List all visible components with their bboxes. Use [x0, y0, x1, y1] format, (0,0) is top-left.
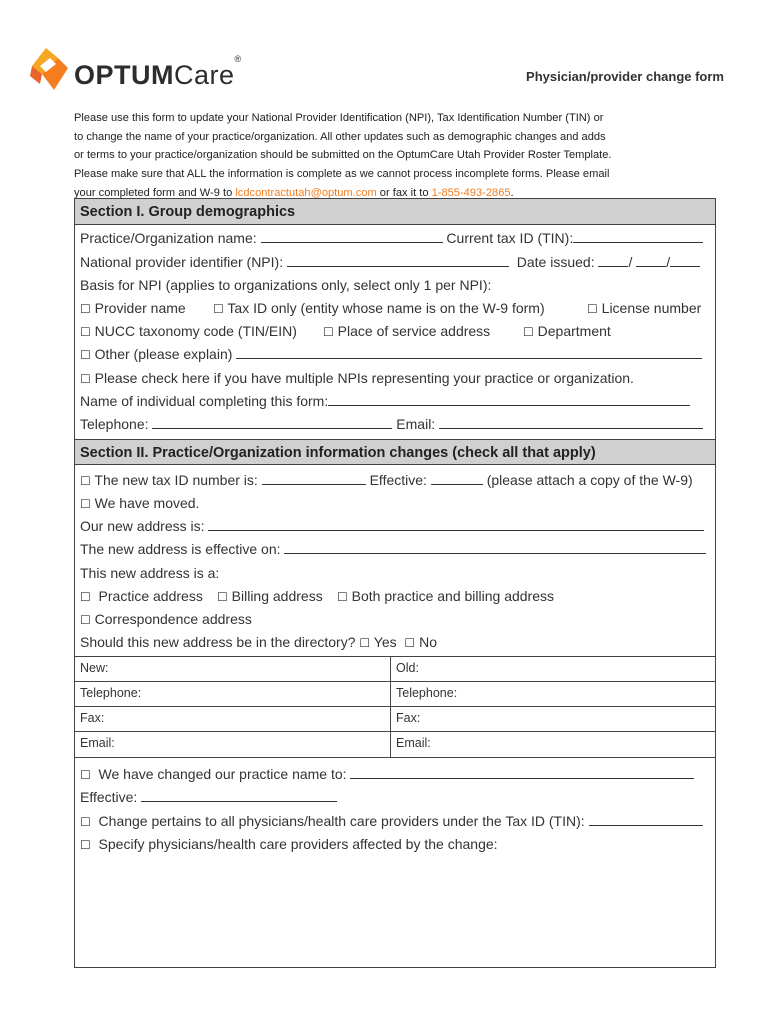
form-box — [74, 198, 716, 968]
intro-line: Please use this form to update your National Provider Identification (NPI), Tax Identification Number (TIN) or — [74, 112, 604, 124]
moved-row: ☐ We have moved. — [80, 495, 200, 511]
current-tin-field[interactable] — [573, 230, 703, 243]
pertains-all-checkbox[interactable]: ☐ — [80, 815, 91, 829]
table-divider — [75, 757, 715, 758]
name-changed-checkbox[interactable]: ☐ — [80, 768, 91, 782]
multiple-npi-checkbox[interactable]: ☐ — [80, 372, 91, 386]
nucc-checkbox[interactable]: ☐ — [80, 325, 91, 339]
tax-id-checkbox[interactable]: ☐ — [213, 302, 224, 316]
form-title: Physician/provider change form — [526, 69, 724, 84]
other-explain-field[interactable] — [236, 346, 702, 359]
intro-line: or terms to your practice/organization should be submitted on the OptumCare Utah Provider Roster Template. — [74, 149, 612, 162]
effective2-row: Effective: — [80, 789, 337, 805]
address-type-row-b: ☐ Billing address — [217, 588, 323, 604]
directory-yes-checkbox[interactable]: ☐ — [359, 636, 371, 650]
npi-field[interactable] — [287, 254, 509, 267]
npi-row: National provider identifier (NPI): Date issued: / / — [80, 254, 700, 270]
name-effective-field[interactable] — [141, 789, 337, 802]
basis-options-row-1b: ☐ Tax ID only (entity whose name is on the W-9 form) — [213, 300, 545, 316]
moved-checkbox[interactable]: ☐ — [80, 497, 91, 511]
basis-options-row-2c: ☐ Department — [523, 323, 611, 339]
other-row: ☐ Other (please explain) — [80, 346, 702, 362]
directory-no-checkbox[interactable]: ☐ — [404, 636, 416, 650]
both-address-checkbox[interactable]: ☐ — [337, 590, 348, 604]
telephone-field[interactable] — [152, 416, 392, 429]
address-type-row: ☐ Practice address — [80, 588, 203, 604]
new-fax-cell[interactable]: Fax: — [80, 711, 105, 725]
date-day-field[interactable] — [636, 254, 666, 267]
old-email-cell[interactable]: Email: — [396, 736, 431, 750]
intro-line: Please make sure that ALL the information is complete as we cannot process incomplete forms. Please email — [74, 168, 610, 181]
intro-text — [74, 109, 694, 203]
address-type-row-c: ☐ Both practice and billing address — [337, 588, 554, 604]
date-month-field[interactable] — [598, 254, 628, 267]
new-email-cell[interactable]: Email: — [80, 736, 115, 750]
optum-care-logo — [28, 44, 242, 100]
place-of-service-checkbox[interactable]: ☐ — [323, 325, 334, 339]
multiple-npi-row: ☐ Please check here if you have multiple NPIs representing your practice or organization. — [80, 370, 634, 386]
section2-header: Section II. Practice/Organization information changes (check all that apply) — [75, 439, 715, 465]
basis-options-row-2b: ☐ Place of service address — [323, 323, 491, 339]
new-address-field[interactable] — [208, 518, 704, 531]
date-year-field[interactable] — [670, 254, 700, 267]
new-address-cell[interactable]: New: — [80, 661, 109, 675]
section1-header: Section I. Group demographics — [75, 199, 715, 225]
old-fax-cell[interactable]: Fax: — [396, 711, 421, 725]
specify-row: ☐ Specify physicians/health care providers affected by the change: — [80, 836, 498, 852]
practice-name-field[interactable] — [261, 230, 443, 243]
billing-address-checkbox[interactable]: ☐ — [217, 590, 228, 604]
specify-checkbox[interactable]: ☐ — [80, 838, 91, 852]
pertains-all-row: ☐ Change pertains to all physicians/health care providers under the Tax ID (TIN): — [80, 813, 703, 829]
old-address-cell[interactable]: Old: — [396, 661, 419, 675]
directory-row: Should this new address be in the directory? ☐ Yes ☐ No — [80, 634, 437, 650]
optum-logo-icon — [28, 44, 72, 100]
new-tax-id-checkbox[interactable]: ☐ — [80, 474, 91, 488]
basis-row: Basis for NPI (applies to organizations only, select only 1 per NPI): — [80, 277, 492, 293]
old-telephone-cell[interactable]: Telephone: — [396, 686, 458, 700]
department-checkbox[interactable]: ☐ — [523, 325, 534, 339]
address-type-label: This new address is a: — [80, 565, 220, 581]
brand-name: OPTUMCare® — [74, 54, 242, 90]
individual-name-row: Name of individual completing this form: — [80, 393, 690, 409]
new-tax-id-row: ☐ The new tax ID number is: Effective: (please attach a copy of the W-9) — [80, 472, 693, 488]
new-telephone-cell[interactable]: Telephone: — [80, 686, 142, 700]
correspondence-row: ☐ Correspondence address — [80, 611, 252, 627]
provider-name-checkbox[interactable]: ☐ — [80, 302, 91, 316]
address-effective-row: The new address is effective on: — [80, 541, 706, 557]
intro-line: to change the name of your practice/organization. All other updates such as demographic changes and adds — [74, 130, 606, 143]
new-practice-name-field[interactable] — [350, 766, 694, 779]
correspondence-checkbox[interactable]: ☐ — [80, 613, 91, 627]
pertains-tin-field[interactable] — [589, 813, 703, 826]
contact-email-link[interactable]: lcdcontractutah@optum.com — [235, 186, 377, 199]
fax-number: 1-855-493-2865 — [431, 186, 511, 199]
address-effective-field[interactable] — [284, 541, 706, 554]
practice-name-row: Practice/Organization name: Current tax ID (TIN): — [80, 230, 703, 246]
tax-id-effective-field[interactable] — [431, 472, 483, 485]
intro-line: your completed form and W-9 to lcdcontractutah@optum.com or fax it to 1-855-493-2865. — [74, 186, 514, 199]
basis-options-row-1: ☐ Provider name — [80, 300, 186, 316]
new-address-row: Our new address is: — [80, 518, 704, 534]
basis-options-row-2: ☐ NUCC taxonomy code (TIN/EIN) — [80, 323, 297, 339]
email-field[interactable] — [439, 416, 703, 429]
license-number-checkbox[interactable]: ☐ — [587, 302, 598, 316]
practice-address-checkbox[interactable]: ☐ — [80, 590, 91, 604]
individual-name-field[interactable] — [328, 393, 690, 406]
other-checkbox[interactable]: ☐ — [80, 348, 91, 362]
basis-options-row-1c: ☐ License number — [587, 300, 702, 316]
contact-row: Telephone: Email: — [80, 416, 703, 432]
new-tax-id-field[interactable] — [262, 472, 366, 485]
name-changed-row: ☐ We have changed our practice name to: — [80, 766, 694, 782]
